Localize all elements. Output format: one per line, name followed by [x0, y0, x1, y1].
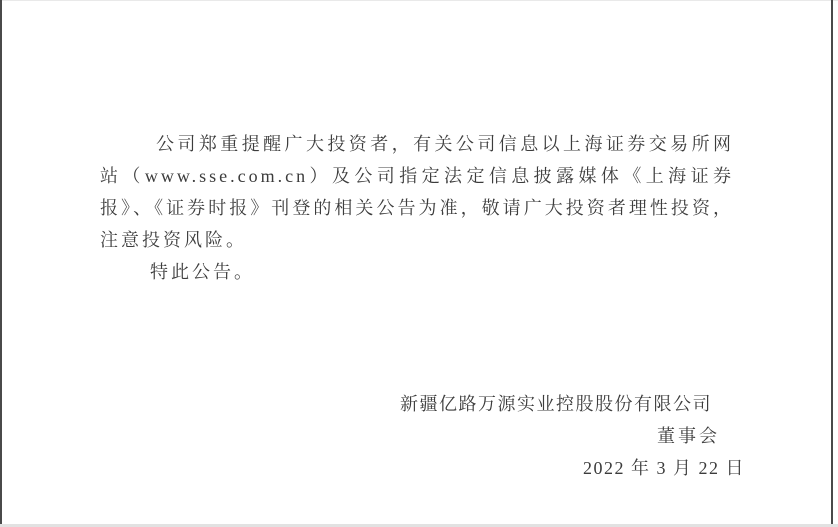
signature-board-of-directors: 董事会 [657, 426, 720, 446]
scan-edge-top [0, 0, 838, 1]
signature-date: 2022 年 3 月 22 日 [583, 458, 745, 478]
announcement-paragraph-main: 公司郑重提醒广大投资者，有关公司信息以上海证券交易所网站（www.sse.com.cn）及公司指定法定信息披露媒体《上海证券报》、《证券时报》刊登的相关公告为准，敬请广大投资者理性投资，注意投资风险。 [100, 134, 734, 250]
announcement-body [100, 128, 734, 288]
signature-company-name: 新疆亿路万源实业控股股份有限公司 [400, 394, 712, 414]
signature-block [0, 388, 838, 484]
announcement-paragraph-closing: 特此公告。 [150, 262, 255, 282]
